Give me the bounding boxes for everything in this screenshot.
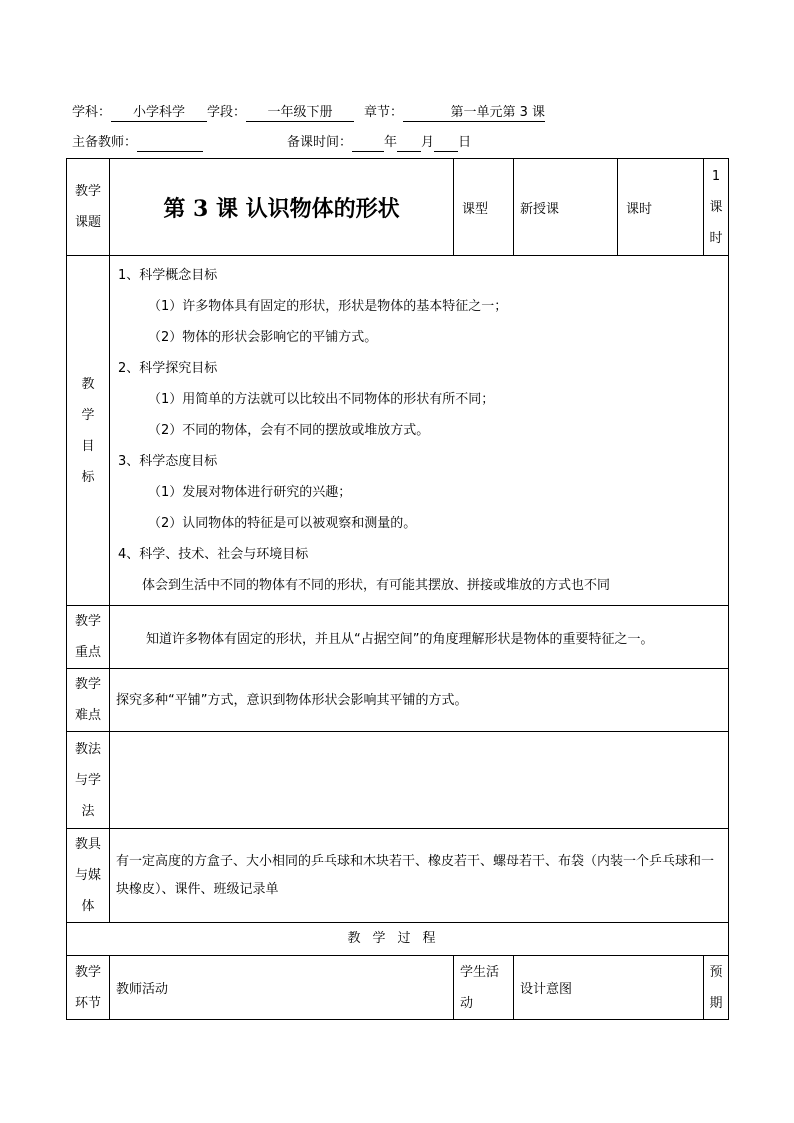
process-header-row — [67, 956, 729, 1020]
key-text: 知道许多物体有固定的形状，并且从“占据空间”的角度理解形状是物体的重要特征之一。 — [110, 606, 729, 669]
teacher-activity-label: 教师活动 — [110, 956, 454, 1020]
goal-item: （1）发展对物体进行研究的兴趣； — [148, 485, 352, 500]
topic-label: 教学 课题 — [67, 159, 110, 256]
process-row — [67, 923, 729, 956]
chapter-value: 第一单元第 3 课 — [403, 104, 545, 122]
header-line-2 — [72, 134, 471, 152]
goal-item: （2）认同物体的特征是可以被观察和测量的。 — [148, 516, 417, 531]
key-label: 教学 重点 — [67, 606, 110, 669]
method-row — [67, 732, 729, 829]
hours-label: 课时 — [618, 159, 704, 256]
month-blank — [397, 134, 421, 152]
method-label: 教法 与学 法 — [67, 732, 110, 829]
time-label: 备课时间： — [287, 135, 353, 150]
media-label: 教具 与媒 体 — [67, 829, 110, 923]
header-line-1 — [72, 104, 545, 122]
method-text — [110, 732, 729, 829]
expected-label: 预 期 — [704, 956, 729, 1020]
goal-heading: 1、科学概念目标 — [118, 268, 218, 283]
lesson-plan-table — [66, 158, 729, 1020]
goal-heading: 3、科学态度目标 — [118, 454, 218, 469]
day-label: 日 — [458, 135, 472, 150]
subject-label: 学科： — [72, 105, 112, 120]
goal-item: 体会到生活中不同的物体有不同的形状，有可能其摆放、拼接或堆放的方式也不同 — [142, 578, 611, 593]
lesson-title: 第 3 课 认识物体的形状 — [110, 159, 454, 256]
goal-heading: 4、科学、技术、社会与环境目标 — [118, 547, 309, 562]
goal-heading: 2、科学探究目标 — [118, 361, 218, 376]
type-value: 新授课 — [514, 159, 618, 256]
difficulty-row — [67, 669, 729, 732]
goals-content — [110, 256, 729, 606]
goal-item: （1）许多物体具有固定的形状，形状是物体的基本特征之一； — [148, 299, 508, 314]
media-row — [67, 829, 729, 923]
topic-row — [67, 159, 729, 256]
year-blank — [352, 134, 384, 152]
goal-item: （2）不同的物体，会有不同的摆放或堆放方式。 — [148, 423, 430, 438]
goals-label: 教 学 目 标 — [67, 256, 110, 606]
process-title: 教学过程 — [67, 923, 729, 956]
difficulty-text: 探究多种“平铺”方式，意识到物体形状会影响其平铺的方式。 — [110, 669, 729, 732]
difficulty-label: 教学 难点 — [67, 669, 110, 732]
goals-row — [67, 256, 729, 606]
teacher-value — [137, 134, 203, 152]
stage-label: 学段： — [207, 105, 247, 120]
stage-col-label: 教学 环节 — [67, 956, 110, 1020]
subject-value: 小学科学 — [111, 104, 207, 122]
day-blank — [434, 134, 458, 152]
hours-value: 1 课 时 — [704, 159, 729, 256]
teacher-label: 主备教师： — [72, 135, 138, 150]
media-text: 有一定高度的方盒子、大小相同的乒乓球和木块若干、橡皮若干、螺母若干、布袋（内装一个乒乓球和一块橡皮）、课件、班级记录单 — [110, 829, 729, 923]
design-intent-label: 设计意图 — [514, 956, 704, 1020]
student-activity-label: 学生活 动 — [454, 956, 514, 1020]
key-row — [67, 606, 729, 669]
stage-value: 一年级下册 — [246, 104, 354, 122]
type-label: 课型 — [454, 159, 514, 256]
goal-item: （1）用简单的方法就可以比较出不同物体的形状有所不同； — [148, 392, 495, 407]
chapter-label: 章节： — [364, 105, 404, 120]
month-label: 月 — [421, 135, 435, 150]
year-label: 年 — [384, 135, 398, 150]
goal-item: （2）物体的形状会影响它的平铺方式。 — [148, 330, 378, 345]
